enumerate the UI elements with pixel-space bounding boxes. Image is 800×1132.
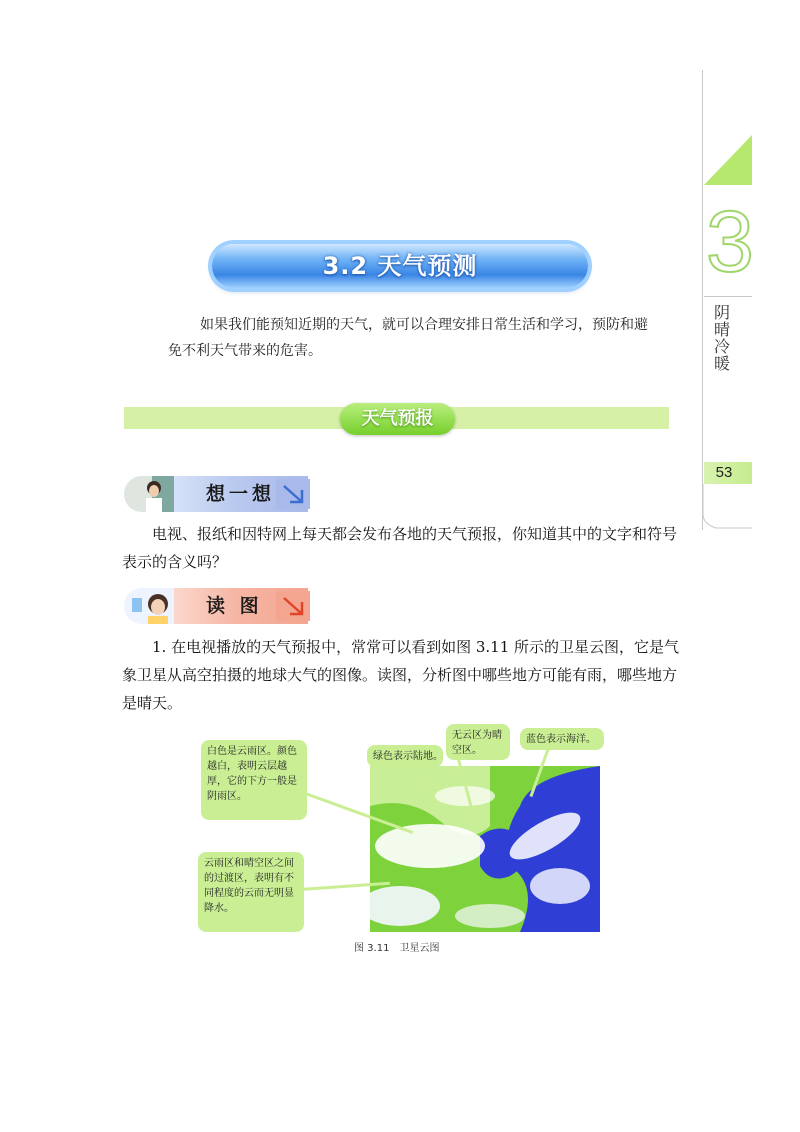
callout-white-cloud: 白色是云雨区。颜色越白，表明云层越厚，它的下方一般是阴雨区。 [201,740,307,820]
page-number: 53 [715,464,733,481]
arrow-down-right-icon [276,591,310,621]
intro-text: 如果我们能预知近期的天气，就可以合理安排日常生活和学习，预防和避免不利天气带来的危害。 [168,317,648,359]
student-photo-2 [124,588,174,624]
intro-paragraph [168,312,658,364]
callout-clear-sky: 无云区为晴空区。 [446,724,510,760]
figure-caption: 图 3.11 卫星云图 [354,943,440,954]
chapter-number: 3 [706,194,754,290]
banner-label: 天气预报 [361,408,434,429]
read-label: 读 图 [206,595,263,617]
arrow-down-right-icon [276,479,310,509]
think-paragraph [122,520,682,576]
think-label: 想一想 [206,483,276,505]
section-title: 3.2 天气预测 [322,252,478,280]
callout-land: 绿色表示陆地。 [367,745,443,767]
side-tab-rule [702,70,703,530]
read-paragraph [122,633,682,717]
callout-ocean: 蓝色表示海洋。 [520,728,604,750]
satellite-cloud-image [370,766,600,932]
student-photo [124,476,174,512]
callout-transition: 云雨区和晴空区之间的过渡区，表明有不同程度的云而无明显降水。 [198,852,304,932]
side-tab-corner [702,484,752,530]
chapter-title: 阴晴冷暖 [713,303,730,373]
read-text: 1. 在电视播放的天气预报中，常常可以看到如图 3.11 所示的卫星云图，它是气象卫星从高空拍摄的地球大气的图像。读图，分析图中哪些地方可能有雨，哪些地方是晴天。 [122,638,680,712]
side-tab-divider [704,296,752,297]
chapter-tab-triangle [704,135,752,185]
think-text: 电视、报纸和因特网上每天都会发布各地的天气预报，你知道其中的文字和符号表示的含义吗？ [122,525,678,571]
